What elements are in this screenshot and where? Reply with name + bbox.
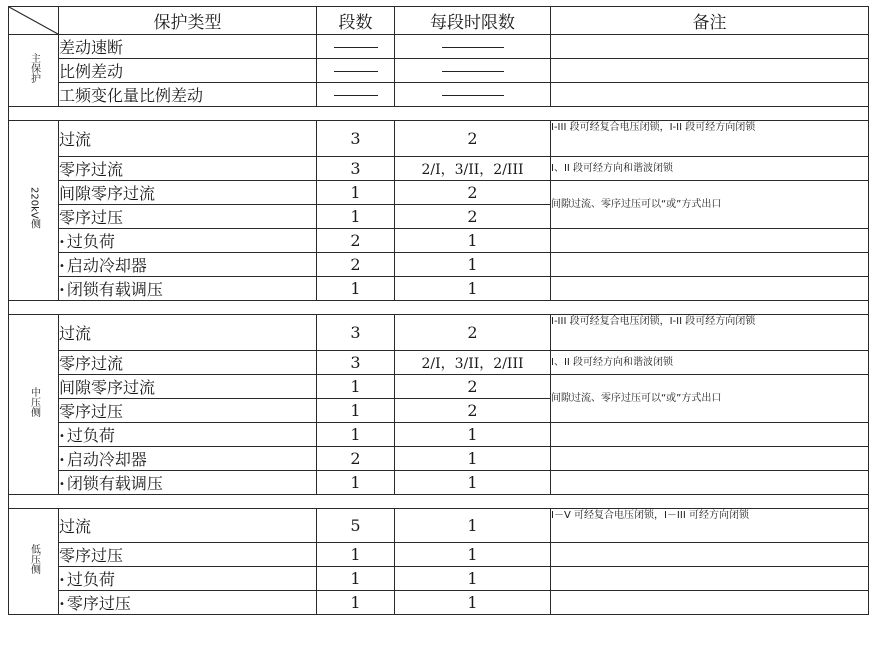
table-row (9, 277, 869, 301)
row-times: 2 (395, 121, 551, 157)
row-name: 比例差动 (59, 59, 317, 83)
row-segments: 2 (317, 447, 395, 471)
table-row (9, 375, 869, 399)
table-row (9, 351, 869, 375)
row-segments: 2 (317, 253, 395, 277)
row-segments: 1 (317, 423, 395, 447)
table-row (9, 543, 869, 567)
row-name: 零序过流 (59, 157, 317, 181)
group-mv-label (9, 315, 59, 495)
row-segments: 1 (317, 543, 395, 567)
section-spacer (9, 107, 869, 121)
row-note: 间隙过流、零序过压可以“或”方式出口 (551, 181, 869, 229)
table-row (9, 229, 869, 253)
dash-mark (334, 71, 378, 72)
row-segments: 2 (317, 229, 395, 253)
row-note: I、II 段可经方向和谐波闭锁 (551, 157, 869, 181)
table-row (9, 423, 869, 447)
header-row (9, 7, 869, 35)
row-name: 零序过流 (59, 351, 317, 375)
row-times: 2 (395, 181, 551, 205)
table-row (9, 157, 869, 181)
diagonal-header-cell (9, 7, 59, 35)
row-times: 1 (395, 447, 551, 471)
group-hv-text: 220kV侧 (28, 187, 40, 229)
table-row (9, 567, 869, 591)
group-hv-label (9, 121, 59, 301)
row-times: 1 (395, 509, 551, 543)
table-row (9, 83, 869, 107)
group-mv-text: 中压侧 (28, 387, 40, 417)
row-times: 2/I，3/II，2/III (395, 351, 551, 375)
row-name: 工频变化量比例差动 (59, 83, 317, 107)
group-main-label (9, 35, 59, 107)
dash-mark (334, 47, 378, 48)
row-name: 过流 (59, 121, 317, 157)
row-note: I、II 段可经方向和谐波闭锁 (551, 351, 869, 375)
row-segments: 1 (317, 567, 395, 591)
bullet-mark: • (59, 575, 65, 586)
header-time-limits: 每段时限数 (395, 7, 551, 35)
row-note: I-III 段可经复合电压闭锁，I-II 段可经方向闭锁 (551, 315, 869, 351)
row-times: 1 (395, 471, 551, 495)
row-times: 1 (395, 253, 551, 277)
row-name: 过流 (59, 509, 317, 543)
bullet-mark: • (59, 479, 65, 490)
protection-table (8, 6, 869, 615)
row-segments: 3 (317, 351, 395, 375)
row-name: 闭锁有载调压 (66, 474, 163, 493)
table-row (9, 591, 869, 615)
row-segments: 3 (317, 157, 395, 181)
row-name: 启动冷却器 (66, 450, 147, 469)
row-name: 过流 (59, 315, 317, 351)
row-name: 间隙零序过流 (59, 375, 317, 399)
row-name: 零序过压 (59, 205, 317, 229)
section-spacer (9, 301, 869, 315)
dash-mark (442, 71, 504, 72)
dash-mark (442, 47, 504, 48)
row-times: 2/I，3/II，2/III (395, 157, 551, 181)
row-times: 2 (395, 399, 551, 423)
table-row (9, 509, 869, 543)
header-segments: 段数 (317, 7, 395, 35)
row-times: 1 (395, 423, 551, 447)
bullet-mark: • (59, 599, 65, 610)
group-main-text: 主保护 (28, 53, 40, 83)
dash-mark (442, 95, 504, 96)
row-name: 启动冷却器 (66, 256, 147, 275)
row-times: 2 (395, 205, 551, 229)
table-row (9, 447, 869, 471)
table-row (9, 121, 869, 157)
row-name: 过负荷 (66, 426, 115, 445)
row-segments: 1 (317, 471, 395, 495)
group-lv-label (9, 509, 59, 615)
row-segments: 3 (317, 315, 395, 351)
bullet-mark: • (59, 431, 65, 442)
table-row (9, 181, 869, 205)
row-segments: 1 (317, 375, 395, 399)
table-row (9, 315, 869, 351)
row-segments: 1 (317, 181, 395, 205)
row-name: 过负荷 (66, 232, 115, 251)
row-name: 闭锁有载调压 (66, 280, 163, 299)
bullet-mark: • (59, 261, 65, 272)
bullet-mark: • (59, 455, 65, 466)
bullet-mark: • (59, 237, 65, 248)
dash-mark (334, 95, 378, 96)
row-name: 过负荷 (66, 570, 115, 589)
row-note: 间隙过流、零序过压可以“或”方式出口 (551, 375, 869, 423)
row-segments: 1 (317, 205, 395, 229)
row-name: 差动速断 (59, 35, 317, 59)
row-times: 1 (395, 229, 551, 253)
row-times: 2 (395, 315, 551, 351)
row-name: 间隙零序过流 (59, 181, 317, 205)
row-times: 1 (395, 591, 551, 615)
row-note: I-III 段可经复合电压闭锁，I-II 段可经方向闭锁 (551, 121, 869, 157)
header-remarks: 备注 (551, 7, 869, 35)
row-segments: 5 (317, 509, 395, 543)
row-name: 零序过压 (59, 399, 317, 423)
row-segments: 1 (317, 277, 395, 301)
header-protection-type: 保护类型 (59, 7, 317, 35)
table-row (9, 35, 869, 59)
row-name: 零序过压 (59, 543, 317, 567)
row-times: 1 (395, 567, 551, 591)
row-segments: 3 (317, 121, 395, 157)
row-name: 零序过压 (66, 594, 131, 613)
section-spacer (9, 495, 869, 509)
table-row (9, 253, 869, 277)
table-row (9, 59, 869, 83)
row-segments: 1 (317, 591, 395, 615)
row-note: I－V 可经复合电压闭锁，I－III 可经方向闭锁 (551, 509, 869, 543)
row-segments: 1 (317, 399, 395, 423)
row-times: 1 (395, 277, 551, 301)
bullet-mark: • (59, 285, 65, 296)
group-lv-text: 低压侧 (28, 544, 40, 574)
row-times: 1 (395, 543, 551, 567)
row-times: 2 (395, 375, 551, 399)
table-row (9, 471, 869, 495)
